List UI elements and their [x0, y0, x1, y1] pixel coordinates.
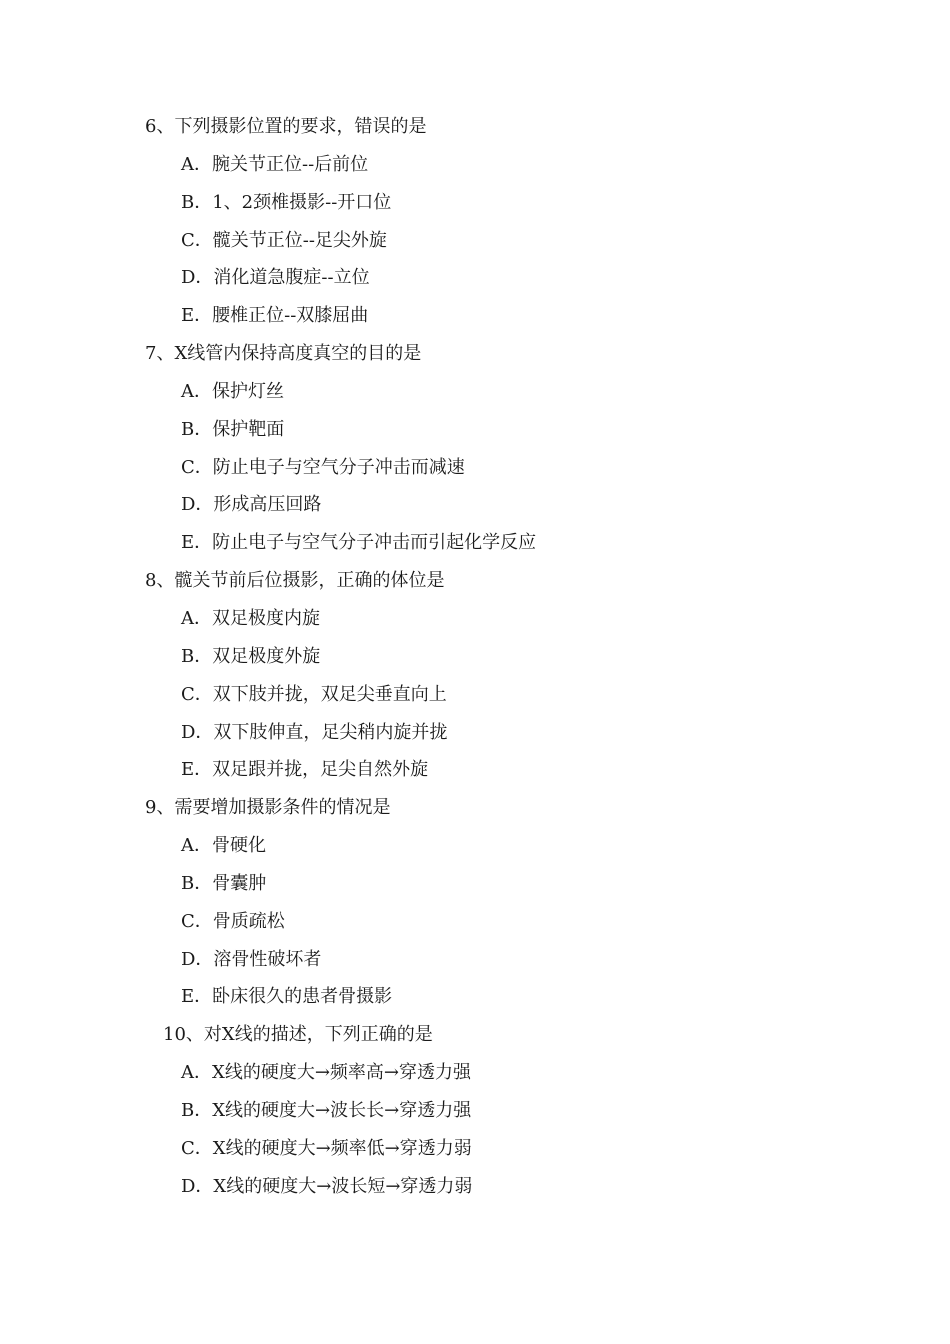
question-stem: 6、下列摄影位置的要求，错误的是	[145, 116, 427, 137]
answer-option: A．骨硬化	[181, 835, 266, 857]
answer-option: D．形成高压回路	[181, 494, 322, 516]
answer-option: D．双下肢伸直，足尖稍内旋并拢	[181, 721, 448, 743]
answer-option: B．X线的硬度大→波长长→穿透力强	[181, 1099, 472, 1121]
answer-option: A．X线的硬度大→频率高→穿透力强	[181, 1062, 471, 1084]
answer-option: B．骨囊肿	[181, 872, 267, 894]
answer-option: E．双足跟并拢，足尖自然外旋	[181, 759, 429, 781]
answer-option: D．消化道急腹症--立位	[181, 267, 370, 289]
answer-option: B．保护靶面	[181, 418, 285, 440]
answer-option: E．腰椎正位--双膝屈曲	[181, 305, 369, 327]
answer-option: C．髋关节正位--足尖外旋	[181, 229, 387, 251]
question-stem: 7、X线管内保持高度真空的目的是	[145, 343, 422, 365]
answer-option: A．双足极度内旋	[181, 607, 320, 629]
answer-option: D．溶骨性破坏者	[181, 948, 322, 970]
answer-option: C．双下肢并拢，双足尖垂直向上	[181, 683, 447, 705]
answer-option: C．防止电子与空气分子冲击而减速	[181, 456, 465, 478]
answer-option: B．双足极度外旋	[181, 645, 321, 667]
answer-option: A．腕关节正位--后前位	[181, 153, 369, 175]
answer-option: B．1、2颈椎摄影--开口位	[181, 191, 392, 213]
question-stem: 9、需要增加摄影条件的情况是	[145, 797, 391, 819]
answer-option: E．防止电子与空气分子冲击而引起化学反应	[181, 532, 537, 554]
answer-option: C．X线的硬度大→频率低→穿透力弱	[181, 1137, 472, 1159]
question-stem: 10、对X线的描述，下列正确的是	[163, 1024, 433, 1046]
question-stem: 8、髋关节前后位摄影，正确的体位是	[145, 570, 445, 592]
answer-option: D．X线的硬度大→波长短→穿透力弱	[181, 1175, 473, 1197]
answer-option: A．保护灯丝	[181, 380, 284, 402]
answer-option: E．卧床很久的患者骨摄影	[181, 986, 393, 1008]
document-page	[0, 108, 950, 1205]
answer-option: C．骨质疏松	[181, 910, 285, 932]
